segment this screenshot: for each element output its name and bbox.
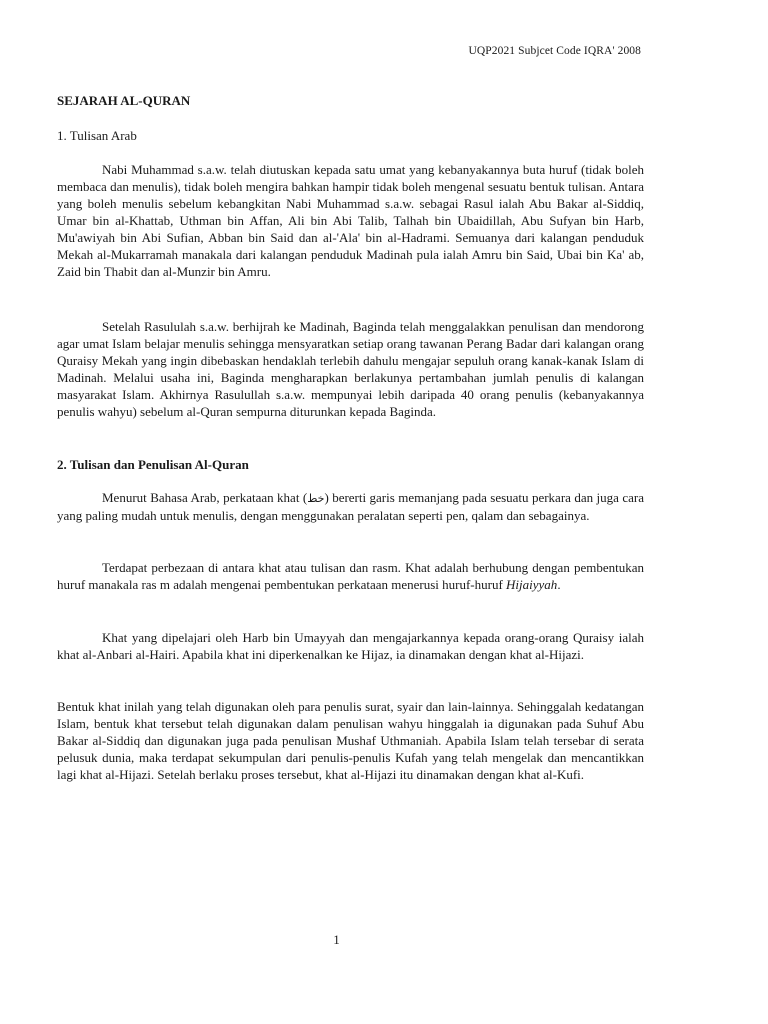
paragraph: Nabi Muhammad s.a.w. telah diutuskan kepada satu umat yang kebanyakannya buta huruf (tidak boleh membaca dan menulis), tidak boleh mengira bahkan hampir tidak boleh mengenal sesuatu bentuk tulisan. Antara yang boleh menulis sebelum kebangkitan Nabi Muhammad s.a.w. sebagai Rasul ialah Abu Bakar al-Siddiq, Umar bin al-Khattab, Uthman bin Affan, Ali bin Abi Talib, Talhah bin Ubaidillah, Abu Sufyan bin Harb, Mu'awiyah bin Abi Sufian, Abban bin Said dan al-'Ala' bin al-Hadrami. Semuanya dari kalangan penduduk Mekah al-Mukarramah manakala dari kalangan penduduk Madinah pula ialah Amru bin Said, Ubai bin Ka' ab, Zaid bin Thabit dan al-Munzir bin Amru. [57,162,644,279]
section-2-paragraph-4 [57,698,644,783]
paragraph: Bentuk khat inilah yang telah digunakan oleh para penulis surat, syair dan lain-lainnya. Sehinggalah kedatangan Islam, bentuk khat tersebut telah digunakan dalam penulisan wahyu hinggalah ia digunakan pada Suhuf Abu Bakar al-Siddiq dan digunakan juga pada penulisan Mushaf Uthmaniah. Apabila Islam telah tersebar di serata pelusuk dunia, maka terdapat sekumpulan dari penulis-penulis Kufah yang telah mengelak dan mencantikkan lagi khat al-Hijazi. Setelah berlaku proses tersebut, khat al-Hijazi itu dinamakan dengan khat al-Kufi. [57,699,644,782]
section-2-paragraph-1 [57,489,644,524]
paragraph-text: . [557,577,561,592]
section-1-paragraph-1 [57,161,644,280]
paragraph: Khat yang dipelajari oleh Harb bin Umayyah dan mengajarkannya kepada orang-orang Quraisy ialah khat al-Anbari al-Hairi. Apabila khat ini diperkenalkan ke Hijaz, ia dinamakan dengan khat al-Hijazi. [57,630,644,662]
section-2-paragraph-2 [57,559,644,593]
paragraph [57,489,644,524]
section-1-paragraph-2 [57,318,644,420]
section-2-paragraph-3 [57,629,644,663]
section-1-heading [57,127,644,144]
paragraph-text: Terdapat perbezaan di antara khat atau tulisan dan rasm. Khat adalah berhubung dengan pembentukan huruf manakala ras m adalah mengenai pembentukan perkataan menerusi huruf-huruf [57,560,644,592]
paragraph [57,559,644,593]
page-number: 1 [333,932,340,947]
page-header: UQP2021 Subjcet Code IQRA' 2008 [468,45,641,57]
section-2-heading-block [57,456,644,473]
italic-term: Hijaiyyah [506,577,558,592]
document-title: SEJARAH AL-QURAN [57,93,191,108]
section-heading: 1. Tulisan Arab [57,128,137,143]
paragraph-text: ) bererti garis memanjang pada sesuatu perkara dan juga cara yang paling mudah untuk menulis, dengan menggunakan peralatan seperti pen, qalam dan sebagainya. [57,490,644,523]
paragraph: Setelah Rasululah s.a.w. berhijrah ke Madinah, Baginda telah menggalakkan penulisan dan mendorong agar umat Islam belajar menulis sehingga mensyaratkan setiap orang tawanan Perang Badar dari kalangan orang Quraisy Mekah yang ingin dibebaskan hendaklah terlebih dahulu mengajar sepuluh orang kanak-kanak Islam di Madinah. Melalui usaha ini, Baginda mengharapkan berlakunya pertambahan jumlah penulis di kalangan masyarakat Islam. Akhirnya Rasulullah s.a.w. mempunyai lebih daripada 40 orang penulis (kebanyakannya penulis wahyu) sebelum al-Quran sempurna diturunkan kepada Baginda. [57,319,644,419]
section-heading: 2. Tulisan dan Penulisan Al-Quran [57,457,249,472]
arabic-word: خط [307,492,325,505]
paragraph-text: Menurut Bahasa Arab, perkataan khat ( [102,490,308,505]
